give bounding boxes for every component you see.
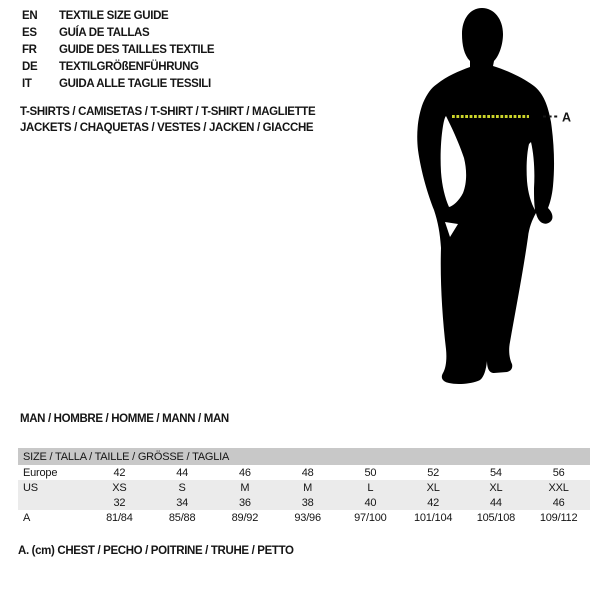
- table-row-chest-cm: [18, 510, 590, 525]
- size-table: [18, 448, 590, 525]
- language-code: IT: [22, 78, 32, 90]
- row-label: Europe: [23, 466, 58, 479]
- measurement-note: A. (cm) CHEST / PECHO / POITRINE / TRUHE / PETTO: [18, 545, 294, 557]
- size-table-header: SIZE / TALLA / TAILLE / GRÖSSE / TAGLIA: [18, 448, 590, 465]
- size-cell: XL: [426, 481, 440, 494]
- size-cell: 32: [113, 496, 126, 509]
- table-row-numeric: [18, 495, 590, 510]
- size-cell: L: [367, 481, 374, 494]
- size-cell: 85/88: [168, 511, 196, 524]
- category-tshirts: T-SHIRTS / CAMISETAS / T-SHIRT / T-SHIRT / MAGLIETTE: [20, 106, 316, 118]
- row-label: US: [23, 481, 38, 494]
- size-cell: 89/92: [231, 511, 259, 524]
- size-cell: 42: [427, 496, 440, 509]
- size-cell: 38: [301, 496, 314, 509]
- language-code: DE: [22, 61, 38, 73]
- size-cell: 81/84: [106, 511, 133, 524]
- language-row: [22, 59, 214, 76]
- table-row-us: [18, 480, 590, 495]
- size-cell: 42: [113, 466, 126, 479]
- size-cell: S: [178, 481, 186, 494]
- measure-label-a: A: [562, 110, 572, 125]
- size-cell: 40: [364, 496, 377, 509]
- size-cell: 52: [427, 466, 440, 479]
- language-code: ES: [22, 27, 37, 39]
- size-cell: XXL: [548, 481, 569, 494]
- table-row-europe: [18, 465, 590, 480]
- size-cell: 44: [489, 496, 502, 509]
- language-code: EN: [22, 10, 38, 22]
- garment-categories: [20, 104, 315, 136]
- size-cell: 97/100: [354, 511, 387, 524]
- size-cell: M: [303, 481, 313, 494]
- man-silhouette: [417, 8, 554, 384]
- size-cell: 44: [176, 466, 189, 479]
- language-row: [22, 42, 214, 59]
- section-title-man: MAN / HOMBRE / HOMME / MANN / MAN: [20, 413, 229, 425]
- size-cell: 46: [552, 496, 565, 509]
- size-cell: XS: [112, 481, 127, 494]
- man-silhouette-figure: [398, 0, 593, 395]
- size-cell: 93/96: [294, 511, 321, 524]
- language-title: TEXTILE SIZE GUIDE: [59, 10, 169, 22]
- size-cell: 36: [238, 496, 251, 509]
- size-cell: 101/104: [413, 511, 453, 524]
- language-code: FR: [22, 44, 37, 56]
- language-title-list: [22, 8, 214, 93]
- language-title: GUIDA ALLE TAGLIE TESSILI: [59, 78, 211, 90]
- size-cell: 50: [364, 466, 377, 479]
- language-row: [22, 8, 214, 25]
- language-title: TEXTILGRÖßENFÜHRUNG: [59, 61, 199, 73]
- size-cell: 56: [552, 466, 565, 479]
- size-cell: 48: [301, 466, 314, 479]
- category-jackets: JACKETS / CHAQUETAS / VESTES / JACKEN / GIACCHE: [20, 122, 314, 134]
- size-cell: 105/108: [476, 511, 516, 524]
- language-row: [22, 25, 214, 42]
- language-title: GUIDE DES TAILLES TEXTILE: [59, 44, 215, 56]
- row-label: A: [23, 511, 31, 524]
- size-cell: M: [240, 481, 250, 494]
- size-cell: 46: [238, 466, 251, 479]
- size-cell: 109/112: [539, 511, 578, 524]
- size-cell: XL: [489, 481, 503, 494]
- size-cell: 34: [176, 496, 189, 509]
- size-cell: 54: [489, 466, 502, 479]
- language-row: [22, 76, 214, 93]
- language-title: GUÍA DE TALLAS: [59, 27, 150, 39]
